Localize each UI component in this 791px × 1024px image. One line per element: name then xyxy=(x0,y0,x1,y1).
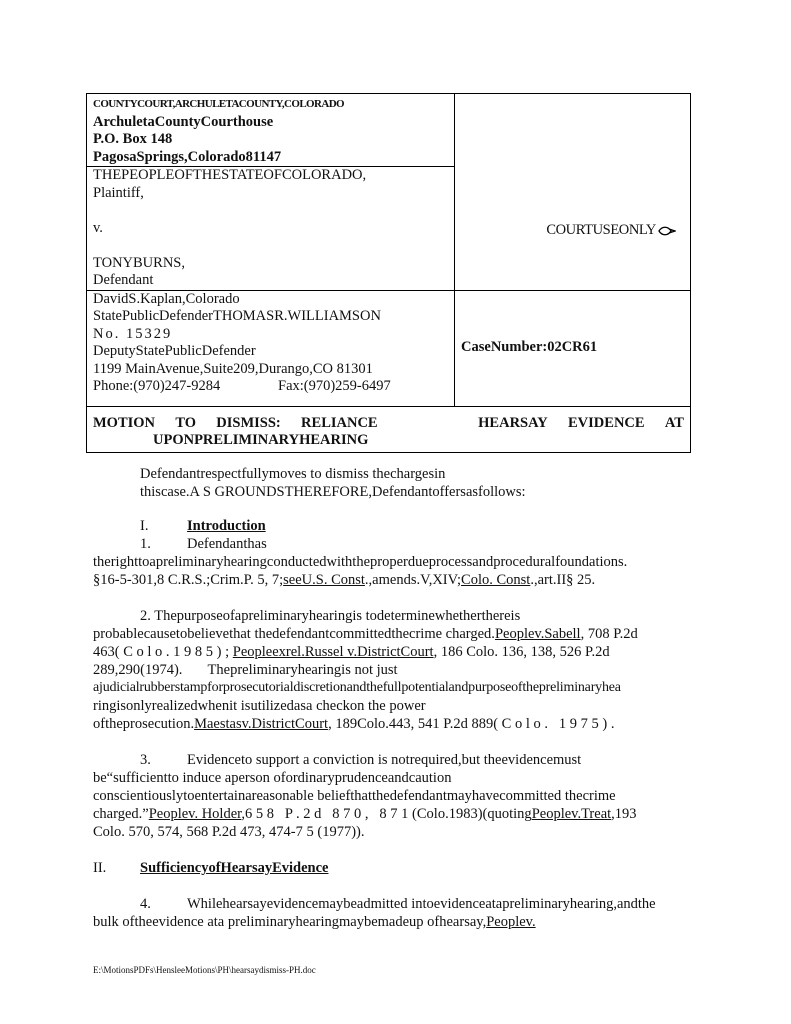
motion-title-cell xyxy=(87,406,691,452)
po-box: P.O. Box 148 xyxy=(93,131,173,147)
paragraph-3-line-2: be“sufficientto induce aperson ofordinaryprudenceandcaution xyxy=(93,770,452,786)
section-number: II. xyxy=(93,860,107,876)
citation-link: Peoplev. Holder xyxy=(148,806,242,822)
paragraph-2-line-6: ringisonlyrealizedwhenit isutilizedasa checkon the power xyxy=(93,698,426,714)
fax-number: Fax:(970)259-6497 xyxy=(278,378,391,394)
versus: v. xyxy=(93,219,103,236)
title-word: TO xyxy=(175,414,197,431)
phone-fax-line xyxy=(93,378,448,396)
paragraph-2-line-7: oftheprosecution.Maestasv.DistrictCourt, 189Colo.443, 541 P.2d 889( C o l o . 1 9 7 5 ) . xyxy=(93,716,615,732)
attorney-address: 1199 MainAvenue,Suite209,Durango,CO 81301 xyxy=(93,360,373,377)
section-title: Introduction xyxy=(187,518,266,534)
case-caption-table xyxy=(86,93,691,453)
attorney-cell xyxy=(87,290,455,406)
paragraph-4-line-1: 4. Whilehearsayevidencemaybeadmitted intoevidenceatapreliminaryhearing,andthe xyxy=(140,896,656,912)
section-title: SufficiencyofHearsayEvidence xyxy=(140,860,329,876)
paragraph-2-line-2: probablecausetobelievethat thedefendantcommittedthecrime charged.Peoplev.Sabell, 708 P.2d xyxy=(93,626,638,642)
court-info-cell xyxy=(87,94,455,167)
defendant-label: Defendant xyxy=(93,272,154,288)
title-word: EVIDENCE xyxy=(568,414,645,431)
section-2-heading xyxy=(93,859,693,877)
motion-title-line-1 xyxy=(93,415,684,433)
phone-number: Phone:(970)247-9284 xyxy=(93,378,221,394)
paragraph-number: 3. xyxy=(140,752,151,768)
citation-link: Peoplev.Treat xyxy=(531,806,612,822)
paragraph-2-line-4: 289,290(1974). Thepreliminaryhearingis not just xyxy=(93,662,398,678)
citation-link: Peoplev.Sabell xyxy=(494,626,581,642)
case-number: CaseNumber:02CR61 xyxy=(461,339,598,356)
attorney-line-2: StatePublicDefenderTHOMASR.WILLIAMSON xyxy=(93,308,381,324)
motion-title-line-2: UPONPRELIMINARYHEARING xyxy=(153,432,369,448)
paragraph-text: Defendanthas xyxy=(187,536,267,552)
case-number-cell xyxy=(455,290,691,406)
paragraph-number: 4. xyxy=(140,896,151,912)
attorney-registration-number: No. 15329 xyxy=(93,325,173,342)
motion-body xyxy=(93,465,693,931)
court-use-symbol-icon xyxy=(658,226,676,236)
court-use-cell xyxy=(455,94,691,291)
paragraph-1-line-2: therighttoapreliminaryhearingconductedwiththeproperdueprocessandproceduralfoundations. xyxy=(93,554,628,570)
attorney-line-1: DavidS.Kaplan,Colorado xyxy=(93,290,240,307)
paragraph-2-line-5: ajudicialrubberstampforprosecutorialdiscretionandthefullpotentialandpurposeofthepreliminaryhea xyxy=(93,680,621,695)
file-path-footer: E:\MotionsPDFs\HensleeMotions\PH\hearsaydismiss-PH.doc xyxy=(93,965,316,975)
intro-line-2: thiscase.A S GROUNDSTHEREFORE,Defendantoffersasfollows: xyxy=(140,484,526,500)
title-word: HEARSAY xyxy=(478,414,548,431)
paragraph-3-line-4: charged.”Peoplev. Holder,6 5 8 P . 2 d 8 7 0 , 8 7 1 (Colo.1983)(quotingPeoplev.Treat,193 xyxy=(93,806,637,822)
attorney-line-3: DeputyStatePublicDefender xyxy=(93,343,256,359)
paragraph-number: 1. xyxy=(140,536,151,552)
paragraph-3-line-5: Colo. 570, 574, 568 P.2d 473, 474-7 5 (1977)). xyxy=(93,824,365,840)
parties-cell xyxy=(87,167,455,291)
paragraph-1-start xyxy=(93,535,693,553)
court-use-only-label: COURTUSEONLY xyxy=(546,222,676,240)
defendant-name: TONYBURNS, xyxy=(93,254,185,271)
paragraph-1-line-3: §16-5-301,8 C.R.S.;Crim.P. 5, 7;seeU.S. Const.,amends.V,XIV;Colo. Const.,art.II§ 25. xyxy=(93,572,596,588)
plaintiff-name: THEPEOPLEOFTHESTATEOFCOLORADO, xyxy=(93,167,367,183)
title-word: RELIANCE xyxy=(301,414,378,431)
citation-link: Peoplev. xyxy=(486,914,536,930)
courthouse: ArchuletaCountyCourthouse xyxy=(93,113,274,130)
title-word: AT xyxy=(664,414,684,431)
paragraph-2-line-1: 2. Thepurposeofapreliminaryhearingis todeterminewhetherthereis xyxy=(140,608,521,624)
paragraph-2-line-3: 463( C o l o . 1 9 8 5 ) ; Peopleexrel.Russel v.DistrictCourt, 186 Colo. 136, 138, 526 P.2d xyxy=(93,644,610,660)
paragraph-3-line-1: 3. Evidenceto support a conviction is notrequired,but theevidencemust xyxy=(140,752,582,768)
plaintiff-label: Plaintiff, xyxy=(93,184,144,201)
citation-link: Colo. Const xyxy=(461,572,531,588)
court-city: PagosaSprings,Colorado81147 xyxy=(93,148,282,165)
section-number: I. xyxy=(140,518,149,534)
title-word: DISMISS: xyxy=(216,414,281,431)
paragraph-3-line-3: conscientiouslytoentertainareasonable beliefthatthedefendantmayhavecommitted thecrime xyxy=(93,788,616,804)
citation-link: seeU.S. Const xyxy=(283,572,365,588)
paragraph-4-line-2: bulk oftheevidence ata preliminaryhearingmaybemadeup ofhearsay,Peoplev. xyxy=(93,914,536,930)
citation-link: Peopleexrel.Russel v.DistrictCourt xyxy=(232,644,434,660)
citation-link: Maestasv.DistrictCourt xyxy=(194,716,329,732)
court-name: COUNTYCOURT,ARCHULETACOUNTY,COLORADO xyxy=(93,98,344,110)
intro-line-1: Defendantrespectfullymoves to dismiss thechargesin xyxy=(140,466,446,482)
title-word: MOTION xyxy=(93,414,156,431)
section-1-heading xyxy=(93,517,693,535)
